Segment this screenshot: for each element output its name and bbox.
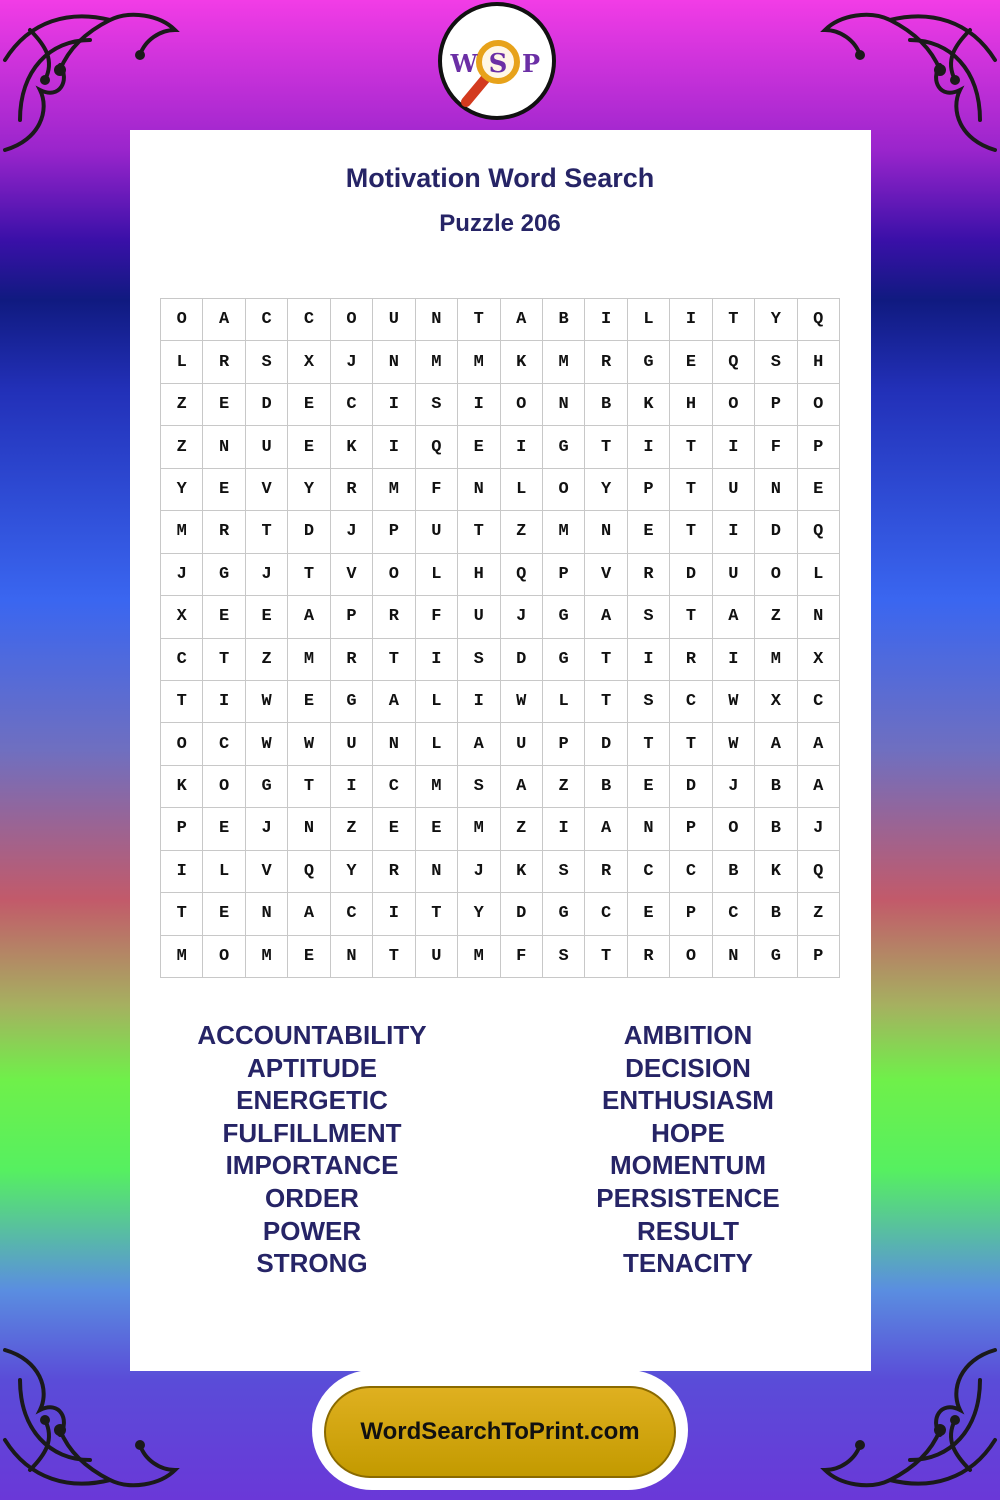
grid-cell[interactable]: E [203, 596, 245, 638]
grid-cell[interactable]: Z [501, 808, 543, 850]
grid-cell[interactable]: A [288, 596, 330, 638]
grid-cell[interactable]: J [458, 851, 500, 893]
grid-cell[interactable]: V [331, 554, 373, 596]
grid-cell[interactable]: E [416, 808, 458, 850]
grid-cell[interactable]: N [416, 299, 458, 341]
puzzle-subtitle: Puzzle 206 [439, 210, 561, 237]
grid-cell[interactable]: A [798, 723, 840, 765]
grid-cell[interactable]: M [161, 936, 203, 978]
grid-cell[interactable]: A [585, 596, 627, 638]
grid-cell[interactable]: G [543, 426, 585, 468]
grid-cell[interactable]: N [416, 851, 458, 893]
grid-cell[interactable]: A [501, 766, 543, 808]
grid-cell[interactable]: V [585, 554, 627, 596]
grid-cell[interactable]: Z [331, 808, 373, 850]
grid-cell[interactable]: B [713, 851, 755, 893]
grid-cell[interactable]: M [161, 511, 203, 553]
grid-cell[interactable]: R [331, 469, 373, 511]
grid-cell[interactable]: T [373, 936, 415, 978]
grid-cell[interactable]: F [416, 596, 458, 638]
grid-cell[interactable]: A [501, 299, 543, 341]
grid-cell[interactable]: G [543, 639, 585, 681]
grid-cell[interactable]: U [501, 723, 543, 765]
grid-cell[interactable]: N [585, 511, 627, 553]
grid-cell[interactable]: Y [331, 851, 373, 893]
grid-cell[interactable]: T [585, 639, 627, 681]
grid-cell[interactable]: I [373, 893, 415, 935]
grid-cell[interactable]: T [458, 299, 500, 341]
grid-cell[interactable]: X [798, 639, 840, 681]
grid-cell[interactable]: D [670, 554, 712, 596]
grid-cell[interactable]: R [203, 511, 245, 553]
grid-cell[interactable]: S [458, 766, 500, 808]
grid-cell[interactable]: U [713, 469, 755, 511]
grid-cell[interactable]: N [246, 893, 288, 935]
grid-cell[interactable]: M [416, 341, 458, 383]
grid-cell[interactable]: S [628, 681, 670, 723]
grid-cell[interactable]: A [713, 596, 755, 638]
grid-cell[interactable]: B [585, 766, 627, 808]
grid-cell[interactable]: L [416, 681, 458, 723]
grid-cell[interactable]: I [458, 384, 500, 426]
grid-cell[interactable]: P [543, 554, 585, 596]
grid-cell[interactable]: E [288, 384, 330, 426]
grid-cell[interactable]: E [458, 426, 500, 468]
grid-cell[interactable]: M [543, 511, 585, 553]
grid-cell[interactable]: F [501, 936, 543, 978]
grid-cell[interactable]: G [246, 766, 288, 808]
grid-cell[interactable]: C [288, 299, 330, 341]
grid-cell[interactable]: R [373, 851, 415, 893]
grid-cell[interactable]: T [585, 426, 627, 468]
grid-cell[interactable]: T [670, 426, 712, 468]
grid-cell[interactable]: T [288, 766, 330, 808]
grid-cell[interactable]: M [416, 766, 458, 808]
grid-cell[interactable]: L [416, 723, 458, 765]
grid-cell[interactable]: X [288, 341, 330, 383]
grid-cell[interactable]: M [373, 469, 415, 511]
grid-cell[interactable]: O [373, 554, 415, 596]
grid-cell[interactable]: P [798, 936, 840, 978]
grid-cell[interactable]: N [373, 341, 415, 383]
grid-cell[interactable]: W [713, 723, 755, 765]
grid-cell[interactable]: N [203, 426, 245, 468]
grid-cell[interactable]: I [458, 681, 500, 723]
grid-cell[interactable]: W [246, 681, 288, 723]
grid-cell[interactable]: O [203, 936, 245, 978]
grid-cell[interactable]: E [628, 893, 670, 935]
grid-cell[interactable]: T [713, 299, 755, 341]
grid-cell[interactable]: P [670, 808, 712, 850]
word-list-item: TENACITY [623, 1248, 753, 1279]
word-list-item: RESULT [636, 1215, 740, 1246]
grid-cell[interactable]: B [543, 299, 585, 341]
grid-cell[interactable]: M [246, 936, 288, 978]
grid-cell[interactable]: I [543, 808, 585, 850]
logo-letter-s: S [488, 49, 508, 79]
grid-cell[interactable]: J [331, 511, 373, 553]
grid-cell[interactable]: I [331, 766, 373, 808]
grid-cell[interactable]: Q [798, 511, 840, 553]
grid-cell[interactable]: V [246, 851, 288, 893]
logo-letter-w: W [450, 49, 478, 78]
word-list-item: ENERGETIC [236, 1085, 388, 1116]
grid-cell[interactable]: L [161, 341, 203, 383]
wsp-logo[interactable] [438, 2, 556, 120]
word-list-item: IMPORTANCE [225, 1150, 399, 1181]
grid-cell[interactable]: K [501, 851, 543, 893]
grid-cell[interactable]: U [373, 299, 415, 341]
grid-cell[interactable]: E [670, 341, 712, 383]
word-list-item: ORDER [265, 1182, 359, 1213]
grid-cell[interactable]: E [798, 469, 840, 511]
grid-cell[interactable]: T [585, 936, 627, 978]
magnifier-logo-icon [442, 6, 552, 116]
grid-cell[interactable]: D [585, 723, 627, 765]
grid-cell[interactable]: D [755, 511, 797, 553]
word-list-item: AMBITION [623, 1020, 753, 1050]
grid-cell[interactable]: S [416, 384, 458, 426]
grid-cell[interactable]: P [543, 723, 585, 765]
grid-cell[interactable]: S [543, 851, 585, 893]
grid-cell[interactable]: M [755, 639, 797, 681]
word-list-left [162, 1019, 462, 1280]
grid-cell[interactable]: B [585, 384, 627, 426]
grid-cell[interactable]: W [246, 723, 288, 765]
grid-cell[interactable]: Q [501, 554, 543, 596]
grid-cell[interactable]: U [458, 596, 500, 638]
grid-cell[interactable]: P [161, 808, 203, 850]
grid-cell[interactable]: S [543, 936, 585, 978]
grid-cell[interactable]: Z [246, 639, 288, 681]
grid-cell[interactable]: I [628, 639, 670, 681]
grid-cell[interactable]: D [288, 511, 330, 553]
grid-cell[interactable]: B [755, 893, 797, 935]
grid-cell[interactable]: I [161, 851, 203, 893]
grid-cell[interactable]: J [161, 554, 203, 596]
letter-grid[interactable] [160, 298, 840, 978]
grid-cell[interactable]: Z [501, 511, 543, 553]
word-list-item: PERSISTENCE [596, 1182, 780, 1213]
word-list-item: APTITUDE [247, 1052, 377, 1083]
word-list-item: DECISION [625, 1052, 751, 1083]
grid-cell[interactable]: N [288, 808, 330, 850]
grid-cell[interactable]: K [501, 341, 543, 383]
grid-cell[interactable]: F [755, 426, 797, 468]
grid-cell[interactable]: I [670, 299, 712, 341]
grid-cell[interactable]: U [713, 554, 755, 596]
grid-cell[interactable]: M [458, 936, 500, 978]
grid-cell[interactable]: S [246, 341, 288, 383]
grid-cell[interactable]: R [203, 341, 245, 383]
grid-cell[interactable]: E [628, 511, 670, 553]
word-list-item: MOMENTUM [610, 1150, 766, 1181]
grid-cell[interactable]: N [713, 936, 755, 978]
grid-cell[interactable]: T [161, 681, 203, 723]
grid-cell[interactable]: X [755, 681, 797, 723]
grid-cell[interactable]: R [373, 596, 415, 638]
grid-cell[interactable]: A [288, 893, 330, 935]
grid-cell[interactable]: T [373, 639, 415, 681]
grid-cell[interactable]: Q [416, 426, 458, 468]
grid-cell[interactable]: T [585, 681, 627, 723]
grid-cell[interactable]: D [501, 639, 543, 681]
grid-cell[interactable]: Q [798, 851, 840, 893]
word-list-item: HOPE [651, 1117, 725, 1148]
grid-cell[interactable]: S [458, 639, 500, 681]
grid-cell[interactable]: I [373, 384, 415, 426]
grid-cell[interactable]: P [798, 426, 840, 468]
word-list-item: FULFILLMENT [222, 1117, 402, 1148]
grid-cell[interactable]: K [628, 384, 670, 426]
grid-cell[interactable]: J [713, 766, 755, 808]
grid-cell[interactable]: L [628, 299, 670, 341]
grid-cell[interactable]: A [203, 299, 245, 341]
grid-cell[interactable]: E [246, 596, 288, 638]
grid-cell[interactable]: Z [755, 596, 797, 638]
word-list-item: ENTHUSIASM [602, 1085, 774, 1116]
grid-cell[interactable]: I [585, 299, 627, 341]
grid-cell[interactable]: R [670, 639, 712, 681]
logo-letter-p: P [521, 49, 541, 78]
grid-cell[interactable]: K [161, 766, 203, 808]
grid-cell[interactable]: C [161, 639, 203, 681]
grid-cell[interactable]: R [628, 554, 670, 596]
grid-cell[interactable]: I [501, 426, 543, 468]
grid-cell[interactable]: L [416, 554, 458, 596]
grid-cell[interactable]: M [458, 341, 500, 383]
grid-cell[interactable]: T [670, 469, 712, 511]
grid-cell[interactable]: U [331, 723, 373, 765]
grid-cell[interactable]: I [628, 426, 670, 468]
grid-cell[interactable]: E [203, 808, 245, 850]
grid-cell[interactable]: A [798, 766, 840, 808]
grid-cell[interactable]: O [755, 554, 797, 596]
grid-cell[interactable]: O [161, 723, 203, 765]
grid-cell[interactable]: R [585, 851, 627, 893]
grid-cell[interactable]: N [331, 936, 373, 978]
grid-cell[interactable]: Z [798, 893, 840, 935]
grid-cell[interactable]: T [416, 893, 458, 935]
grid-cell[interactable]: H [670, 384, 712, 426]
grid-cell[interactable]: O [501, 384, 543, 426]
grid-cell[interactable]: Z [543, 766, 585, 808]
grid-cell[interactable]: A [755, 723, 797, 765]
grid-cell[interactable]: I [203, 681, 245, 723]
grid-cell[interactable]: R [331, 639, 373, 681]
grid-cell[interactable]: G [543, 893, 585, 935]
grid-cell[interactable]: F [416, 469, 458, 511]
grid-cell[interactable]: D [670, 766, 712, 808]
grid-cell[interactable]: N [458, 469, 500, 511]
grid-cell[interactable]: I [713, 639, 755, 681]
grid-cell[interactable]: U [416, 936, 458, 978]
grid-cell[interactable]: C [798, 681, 840, 723]
grid-cell[interactable]: E [288, 426, 330, 468]
grid-cell[interactable]: Y [585, 469, 627, 511]
grid-cell[interactable]: G [755, 936, 797, 978]
grid-cell[interactable]: Q [713, 341, 755, 383]
grid-cell[interactable]: R [585, 341, 627, 383]
grid-cell[interactable]: E [288, 936, 330, 978]
word-list-right [538, 1019, 838, 1280]
grid-cell[interactable]: T [458, 511, 500, 553]
grid-cell[interactable]: O [543, 469, 585, 511]
grid-cell[interactable]: V [246, 469, 288, 511]
grid-cell[interactable]: P [373, 511, 415, 553]
grid-cell[interactable]: L [203, 851, 245, 893]
grid-cell[interactable]: E [288, 681, 330, 723]
grid-cell[interactable]: O [670, 936, 712, 978]
grid-cell[interactable]: C [713, 893, 755, 935]
grid-cell[interactable]: C [331, 384, 373, 426]
grid-cell[interactable]: P [755, 384, 797, 426]
word-list-item: ACCOUNTABILITY [197, 1020, 427, 1050]
grid-cell[interactable]: G [331, 681, 373, 723]
grid-cell[interactable]: C [670, 851, 712, 893]
grid-cell[interactable]: O [713, 808, 755, 850]
grid-cell[interactable]: I [713, 426, 755, 468]
grid-cell[interactable]: M [458, 808, 500, 850]
grid-cell[interactable]: A [585, 808, 627, 850]
grid-cell[interactable]: Z [161, 384, 203, 426]
grid-cell[interactable]: E [203, 893, 245, 935]
grid-cell[interactable]: T [203, 639, 245, 681]
grid-cell[interactable]: C [246, 299, 288, 341]
grid-cell[interactable]: Y [288, 469, 330, 511]
grid-cell[interactable]: O [203, 766, 245, 808]
grid-cell[interactable]: K [331, 426, 373, 468]
grid-cell[interactable]: L [798, 554, 840, 596]
grid-cell[interactable]: B [755, 766, 797, 808]
grid-cell[interactable]: C [331, 893, 373, 935]
grid-cell[interactable]: P [628, 469, 670, 511]
grid-cell[interactable]: C [203, 723, 245, 765]
grid-cell[interactable]: U [246, 426, 288, 468]
grid-cell[interactable]: W [501, 681, 543, 723]
grid-cell[interactable]: K [755, 851, 797, 893]
grid-cell[interactable]: T [628, 723, 670, 765]
grid-cell[interactable]: N [373, 723, 415, 765]
site-link-button[interactable]: WordSearchToPrint.com [324, 1386, 676, 1478]
word-list-item: STRONG [256, 1248, 368, 1279]
grid-cell[interactable]: J [501, 596, 543, 638]
grid-cell[interactable]: L [543, 681, 585, 723]
grid-cell[interactable]: M [543, 341, 585, 383]
grid-cell[interactable]: H [458, 554, 500, 596]
grid-cell[interactable]: S [755, 341, 797, 383]
grid-cell[interactable]: D [501, 893, 543, 935]
grid-cell[interactable]: C [628, 851, 670, 893]
grid-cell[interactable]: A [458, 723, 500, 765]
grid-cell[interactable]: B [755, 808, 797, 850]
grid-cell[interactable]: N [798, 596, 840, 638]
grid-cell[interactable]: J [798, 808, 840, 850]
grid-cell[interactable]: T [670, 511, 712, 553]
grid-cell[interactable]: R [628, 936, 670, 978]
grid-cell[interactable]: Y [755, 299, 797, 341]
grid-cell[interactable]: Z [161, 426, 203, 468]
grid-cell[interactable]: T [161, 893, 203, 935]
grid-cell[interactable]: E [203, 469, 245, 511]
grid-cell[interactable]: U [416, 511, 458, 553]
grid-cell[interactable]: W [288, 723, 330, 765]
grid-cell[interactable]: J [331, 341, 373, 383]
grid-cell[interactable]: C [585, 893, 627, 935]
grid-cell[interactable]: I [713, 511, 755, 553]
grid-cell[interactable]: O [161, 299, 203, 341]
grid-cell[interactable]: I [373, 426, 415, 468]
grid-cell[interactable]: O [331, 299, 373, 341]
grid-cell[interactable]: T [670, 723, 712, 765]
grid-cell[interactable]: E [203, 384, 245, 426]
grid-cell[interactable]: N [755, 469, 797, 511]
grid-cell[interactable]: O [798, 384, 840, 426]
grid-cell[interactable]: L [501, 469, 543, 511]
grid-cell[interactable]: J [246, 808, 288, 850]
grid-cell[interactable]: H [798, 341, 840, 383]
grid-cell[interactable]: T [246, 511, 288, 553]
grid-cell[interactable]: J [246, 554, 288, 596]
grid-cell[interactable]: S [628, 596, 670, 638]
grid-cell[interactable]: Y [458, 893, 500, 935]
grid-cell[interactable]: E [628, 766, 670, 808]
grid-cell[interactable]: Q [798, 299, 840, 341]
grid-cell[interactable]: G [543, 596, 585, 638]
word-list-item: POWER [262, 1215, 362, 1246]
grid-cell[interactable]: T [670, 596, 712, 638]
grid-cell[interactable]: Y [161, 469, 203, 511]
grid-cell[interactable]: P [331, 596, 373, 638]
grid-cell[interactable]: C [373, 766, 415, 808]
grid-cell[interactable]: T [288, 554, 330, 596]
grid-cell[interactable]: A [373, 681, 415, 723]
grid-cell[interactable]: I [416, 639, 458, 681]
grid-cell[interactable]: C [670, 681, 712, 723]
grid-cell[interactable]: M [288, 639, 330, 681]
puzzle-title: Motivation Word Search [345, 163, 655, 193]
grid-cell[interactable]: E [373, 808, 415, 850]
grid-cell[interactable]: X [161, 596, 203, 638]
grid-cell[interactable]: P [670, 893, 712, 935]
grid-cell[interactable]: O [713, 384, 755, 426]
grid-cell[interactable]: G [203, 554, 245, 596]
grid-cell[interactable]: G [628, 341, 670, 383]
grid-cell[interactable]: W [713, 681, 755, 723]
grid-cell[interactable]: N [628, 808, 670, 850]
grid-cell[interactable]: Q [288, 851, 330, 893]
grid-cell[interactable]: D [246, 384, 288, 426]
grid-cell[interactable]: N [543, 384, 585, 426]
